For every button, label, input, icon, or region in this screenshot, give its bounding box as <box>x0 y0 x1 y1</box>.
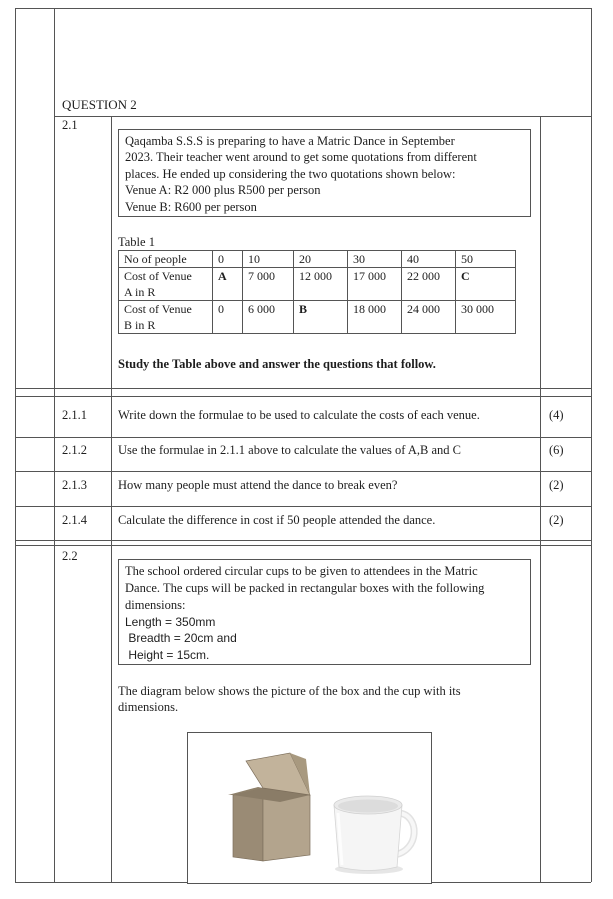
table-row-label <box>119 251 213 268</box>
dimensions-box <box>118 559 531 665</box>
table-row <box>119 251 516 268</box>
row-divider-2-1 <box>15 388 591 389</box>
diagram-description-line: dimensions. <box>118 700 179 714</box>
row-divider-2-2 <box>15 545 591 546</box>
sub-question-text: How many people must attend the dance to break even? <box>118 478 398 492</box>
dimension-length: Length = 350mm <box>125 615 216 629</box>
table-cell: 22 000 <box>402 268 456 301</box>
sub-question-text: Calculate the difference in cost if 50 people attended the dance. <box>118 513 436 527</box>
sub-question-number: 2.1.3 <box>62 478 87 492</box>
table-cell: B <box>294 301 348 334</box>
table-cell: A <box>213 268 243 301</box>
question-number-2-2: 2.2 <box>62 549 78 563</box>
scenario-line: Venue A: R2 000 plus R500 per person <box>125 183 321 197</box>
table-cell: 12 000 <box>294 268 348 301</box>
venue-cost-table <box>118 250 516 334</box>
diagram-svg <box>188 733 431 883</box>
row-divider-2-1-3 <box>15 471 591 472</box>
row-divider-2-1-1 <box>15 396 591 397</box>
box-text-line: Dance. The cups will be packed in rectangular boxes with the following <box>125 581 485 595</box>
table-cell: 50 <box>456 251 516 268</box>
dimension-breadth: Breadth = 20cm and <box>125 631 237 645</box>
table-cell: 30 000 <box>456 301 516 334</box>
label-line: A in R <box>124 285 156 299</box>
table-row <box>119 268 516 301</box>
sub-question-marks: (4) <box>549 408 564 422</box>
table-cell: 24 000 <box>402 301 456 334</box>
table-cell: 40 <box>402 251 456 268</box>
table-cell: 0 <box>213 301 243 334</box>
table-cell: 6 000 <box>243 301 294 334</box>
dimension-height: Height = 15cm. <box>125 648 210 662</box>
label-line: Cost of Venue <box>124 269 192 283</box>
white-cup-icon <box>334 796 414 874</box>
row-divider-2-1-4 <box>15 506 591 507</box>
scenario-line: Venue B: R600 per person <box>125 200 257 214</box>
table-cell: 0 <box>213 251 243 268</box>
scenario-line: places. He ended up considering the two quotations shown below: <box>125 167 456 181</box>
question-title: QUESTION 2 <box>62 97 137 112</box>
content-column-divider <box>111 116 112 882</box>
table-cell: 18 000 <box>348 301 402 334</box>
diagram-description-line: The diagram below shows the picture of the box and the cup with its <box>118 684 461 698</box>
table-row-label <box>119 268 213 301</box>
number-column-divider <box>54 8 55 882</box>
row-divider-title <box>54 116 591 117</box>
sub-question-number: 2.1.2 <box>62 443 87 457</box>
box-text-line: dimensions: <box>125 598 186 612</box>
box-text-line: The school ordered circular cups to be given to attendees in the Matric <box>125 564 478 578</box>
sub-question-marks: (2) <box>549 478 564 492</box>
sub-question-text: Write down the formulae to be used to calculate the costs of each venue. <box>118 408 480 422</box>
sub-question-number: 2.1.1 <box>62 408 87 422</box>
table-cell: 17 000 <box>348 268 402 301</box>
sub-question-marks: (6) <box>549 443 564 457</box>
left-border <box>15 8 16 882</box>
table-instruction: Study the Table above and answer the questions that follow. <box>118 357 436 371</box>
sub-question-text: Use the formulae in 2.1.1 above to calculate the values of A,B and C <box>118 443 461 457</box>
table-row <box>119 301 516 334</box>
table-cell: 10 <box>243 251 294 268</box>
label-line: B in R <box>124 318 156 332</box>
table-cell: 30 <box>348 251 402 268</box>
row-divider-end-2-1 <box>15 540 591 541</box>
table-cell: C <box>456 268 516 301</box>
scenario-line: 2023. Their teacher went around to get some quotations from different <box>125 150 477 164</box>
table-caption: Table 1 <box>118 235 155 249</box>
table-cell: 20 <box>294 251 348 268</box>
box-and-cup-diagram <box>187 732 432 884</box>
scenario-box <box>118 129 531 217</box>
table-row-label <box>119 301 213 334</box>
question-number-2-1: 2.1 <box>62 118 78 132</box>
label-line: Cost of Venue <box>124 302 192 316</box>
scenario-line: Qaqamba S.S.S is preparing to have a Matric Dance in September <box>125 134 455 148</box>
table-cell: 7 000 <box>243 268 294 301</box>
top-border <box>15 8 591 9</box>
row-divider-2-1-2 <box>15 437 591 438</box>
cardboard-box-icon <box>228 753 310 861</box>
marks-column-divider <box>540 116 541 882</box>
right-border <box>591 8 592 882</box>
sub-question-number: 2.1.4 <box>62 513 87 527</box>
label-line: No of people <box>124 252 187 266</box>
sub-question-marks: (2) <box>549 513 564 527</box>
